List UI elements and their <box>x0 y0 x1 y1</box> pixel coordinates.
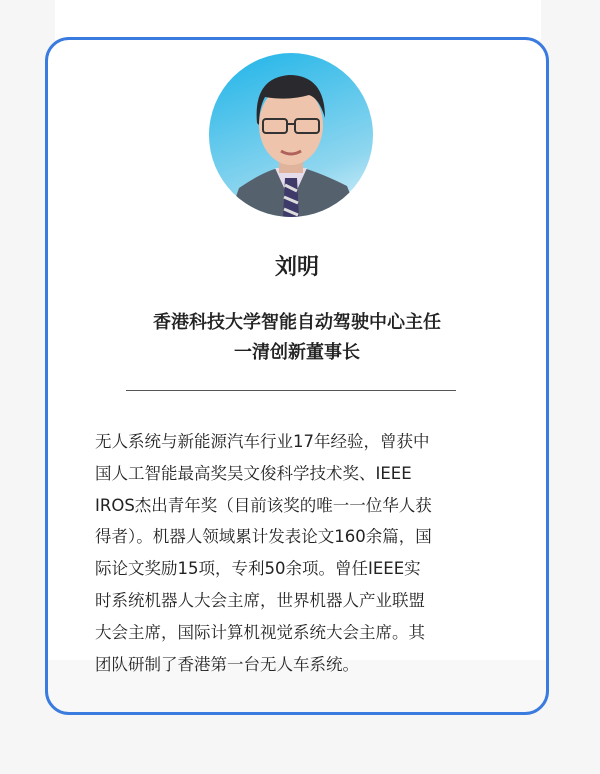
title-line: 香港科技大学智能自动驾驶中心主任 <box>153 312 441 333</box>
bio-line: 国人工智能最高奖吴文俊科学技术奖、IEEE <box>95 463 412 483</box>
bio-line: 得者）。机器人领域累计发表论文160余篇，国 <box>95 527 432 547</box>
bio-line: 无人系统与新能源汽车行业17年经验，曾获中 <box>95 432 430 451</box>
person-titles <box>48 308 546 368</box>
bio-text <box>95 426 515 680</box>
portrait-photo <box>209 53 373 217</box>
top-strip <box>55 0 541 40</box>
avatar <box>209 53 373 217</box>
person-name: 刘明 <box>274 255 319 280</box>
bio-line: 际论文奖励15项，专利50余项。曾任IEEE实 <box>95 559 421 579</box>
title-line: 一清创新董事长 <box>234 342 360 363</box>
divider <box>126 390 456 391</box>
bio-line: 大会主席，国际计算机视觉系统大会主席。其 <box>95 622 425 642</box>
bio-line: 团队研制了香港第一台无人车系统。 <box>95 654 359 674</box>
bio-line: 时系统机器人大会主席，世界机器人产业联盟 <box>95 590 425 610</box>
profile-card <box>45 37 549 715</box>
bio-line: IROS杰出青年奖（目前该奖的唯一一位华人获 <box>95 495 432 515</box>
